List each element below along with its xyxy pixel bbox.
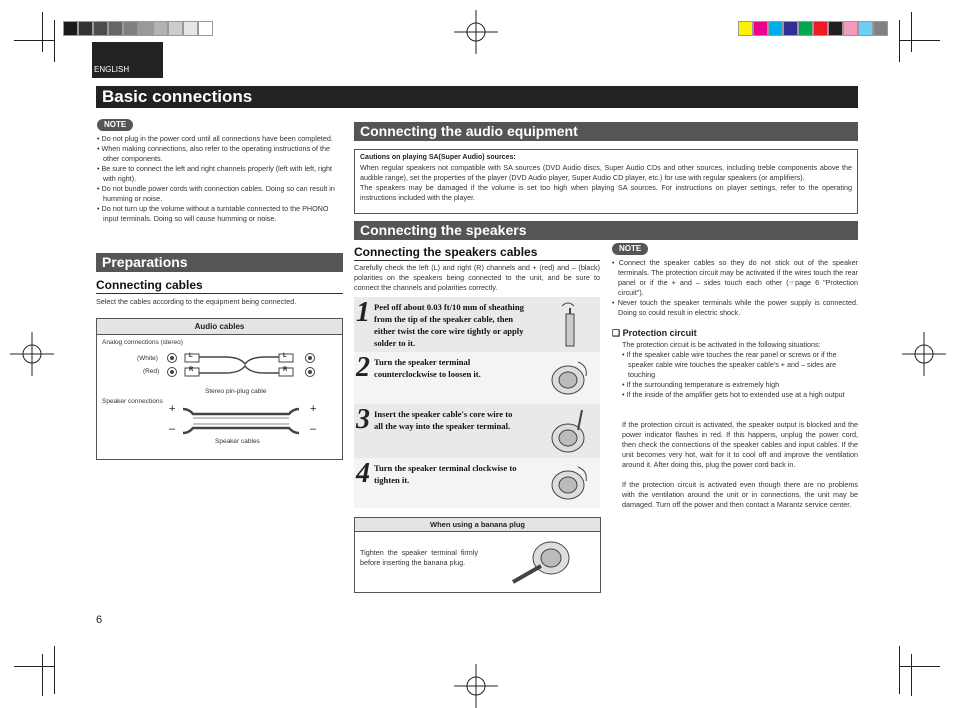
audio-cables-box	[96, 318, 343, 460]
speaker-cables-title: Connecting the speakers cables	[354, 245, 600, 261]
color-swatch	[783, 21, 798, 36]
language-tab	[92, 42, 163, 78]
terminal-loosen-illustration	[548, 356, 594, 400]
white-label: (White)	[137, 355, 158, 362]
list-item: • If the surrounding temperature is extremely high	[622, 380, 858, 390]
crosshair-bottom	[454, 664, 498, 708]
gray-swatch	[78, 21, 93, 36]
speaker-note-list	[612, 258, 858, 318]
connecting-cables-title: Connecting cables	[96, 278, 343, 294]
step-4	[354, 458, 600, 508]
banana-plug-illustration	[505, 536, 585, 588]
list-item: • Be sure to connect the left and right channels properly (left with left, right with right).	[97, 164, 340, 184]
step-1	[354, 297, 600, 352]
step-3	[354, 404, 600, 458]
banana-plug-box	[354, 517, 601, 593]
plus-left: +	[169, 403, 176, 415]
color-swatch	[873, 21, 888, 36]
note-list	[97, 134, 340, 224]
list-item: • When making connections, also refer to the operating instructions of the other components.	[97, 144, 340, 164]
color-swatch	[828, 21, 843, 36]
color-swatch	[738, 21, 753, 36]
caution-title: Cautions on playing SA(Super Audio) sources:	[360, 154, 516, 161]
color-bar-strip	[738, 21, 888, 36]
gray-swatch	[123, 21, 138, 36]
step-text: Turn the speaker terminal counterclockwise to loosen it.	[374, 357, 481, 379]
stereo-label: Stereo pin-plug cable	[205, 388, 267, 395]
banana-plug-header: When using a banana plug	[355, 518, 600, 532]
color-swatch	[768, 21, 783, 36]
list-item: • Never touch the speaker terminals while the power supply is connected. Doing so could result in electric shock.	[612, 298, 858, 318]
red-label: (Red)	[143, 368, 160, 375]
step-number: 1	[356, 297, 370, 328]
analog-label: Analog connections (stereo)	[102, 339, 183, 346]
plug-label-l-left: L	[189, 353, 193, 359]
note-badge: NOTE	[97, 119, 133, 131]
banana-plug-text: Tighten the speaker terminal firmly before inserting the banana plug.	[360, 548, 478, 567]
protection-paragraph: If the protection circuit is activated even though there are no problems with the ventilation around the unit or in connections, the unit may be damaged. Turn off the power and then contact a Marantz service center.	[622, 480, 858, 509]
audio-equipment-header: Connecting the audio equipment	[354, 122, 858, 141]
plus-right: +	[310, 403, 317, 415]
plug-label-r-right: R	[283, 367, 288, 373]
list-item: • Do not plug in the power cord until all connections have been completed.	[97, 134, 340, 144]
gray-swatch	[183, 21, 198, 36]
terminal-tighten-illustration	[548, 461, 594, 505]
gray-swatch	[93, 21, 108, 36]
plug-label-r-left: R	[189, 367, 194, 373]
list-item: • Connect the speaker cables so they do not stick out of the speaker terminals. The protection circuit may be activated if the wires touch the rear panel or if the + and – sides touch each other (☞page 6 "Protection circuit").	[612, 258, 858, 298]
color-swatch	[798, 21, 813, 36]
minus-left: –	[169, 423, 176, 435]
select-text: Select the cables according to the equipment being connected.	[96, 297, 297, 306]
protection-title-text: Protection circuit	[622, 328, 697, 338]
color-swatch	[858, 21, 873, 36]
page-title-bar	[96, 86, 858, 108]
speaker-intro: Carefully check the left (L) and right (R) channels and + (red) and – (black) polarities on the speakers being connected to the unit, and be sure to connect the channels and polarities correctly.	[354, 263, 600, 292]
speaker-cable-illustration	[181, 407, 301, 437]
gray-swatch	[198, 21, 213, 36]
list-item: • If the inside of the amplifier gets hot to extended use at a high output	[622, 390, 858, 400]
language-label: ENGLISH	[94, 65, 130, 74]
step-text: Peel off about 0.03 ft/10 mm of sheathing from the tip of the speaker cable, then either twist the core wire tightly or apply solder to it.	[374, 302, 524, 348]
gray-swatch	[108, 21, 123, 36]
note-badge: NOTE	[612, 243, 648, 255]
page-number: 6	[96, 614, 103, 626]
step-2	[354, 352, 600, 404]
gray-swatch	[153, 21, 168, 36]
minus-right: –	[310, 423, 317, 435]
gray-scale-strip	[63, 21, 213, 36]
gray-swatch	[63, 21, 78, 36]
list-item: • Do not bundle power cords with connection cables. Doing so can result in humming or noise.	[97, 184, 340, 204]
page-title: Basic connections	[102, 87, 253, 106]
step-number: 4	[356, 458, 370, 489]
list-item: • Do not turn up the volume without a turntable connected to the PHONO input terminals. Doing so will cause humming or noise.	[97, 204, 340, 224]
step-number: 2	[356, 352, 370, 383]
list-item: • If the speaker cable wire touches the rear panel or screws or if the speaker cable wire touches the speaker cable's + and – sides are touching	[622, 350, 858, 380]
crosshair-top	[454, 10, 498, 54]
plug-label-l-right: L	[283, 353, 287, 359]
color-swatch	[753, 21, 768, 36]
color-swatch	[843, 21, 858, 36]
caution-box	[354, 149, 858, 214]
preparations-header: Preparations	[96, 253, 343, 272]
step-text: Turn the speaker terminal clockwise to tighten it.	[374, 463, 517, 485]
audio-cables-header: Audio cables	[97, 319, 342, 335]
protection-paragraph: If the protection circuit is activated, the speaker output is blocked and the power indicator flashes in red. If this happens, unplug the power cord, then check the connections of the speaker cables and input cables. If the unit becomes very hot, wait for it to cool off and improve the ventilation around it. After doing this, plug the power cord back in.	[622, 420, 858, 469]
step-text: Insert the speaker cable's core wire to all the way into the speaker terminal.	[374, 409, 513, 431]
color-swatch	[813, 21, 828, 36]
step-number: 3	[356, 404, 370, 435]
protection-list	[622, 350, 858, 400]
cable-tip-illustration	[558, 300, 582, 348]
protection-intro: The protection circuit is be activated in the following situations:	[622, 340, 821, 349]
gray-swatch	[168, 21, 183, 36]
gray-swatch	[138, 21, 153, 36]
terminal-insert-illustration	[548, 408, 594, 456]
checkbox-icon: ❑	[612, 328, 621, 338]
crosshair-right	[902, 332, 946, 376]
crosshair-left	[10, 332, 54, 376]
caution-paragraph: When regular speakers not compatible with SA sources (DVD Audio discs, Super Audio CDs and other sources, including treble components above the audible range), set the properties of the player (DVD Audio player, Super Audio CD player, etc.) for use with regular speakers (or amplifiers).	[360, 163, 852, 182]
speaker-connections-label: Speaker connections	[102, 398, 163, 405]
caution-paragraph: The speakers may be damaged if the volume is set too high when playing SA sources. For instructions on player settings, refer to the operating instructions included with the player.	[360, 183, 852, 202]
protection-circuit-title	[612, 328, 697, 339]
speaker-cables-label: Speaker cables	[215, 438, 260, 445]
speakers-header: Connecting the speakers	[354, 221, 858, 240]
